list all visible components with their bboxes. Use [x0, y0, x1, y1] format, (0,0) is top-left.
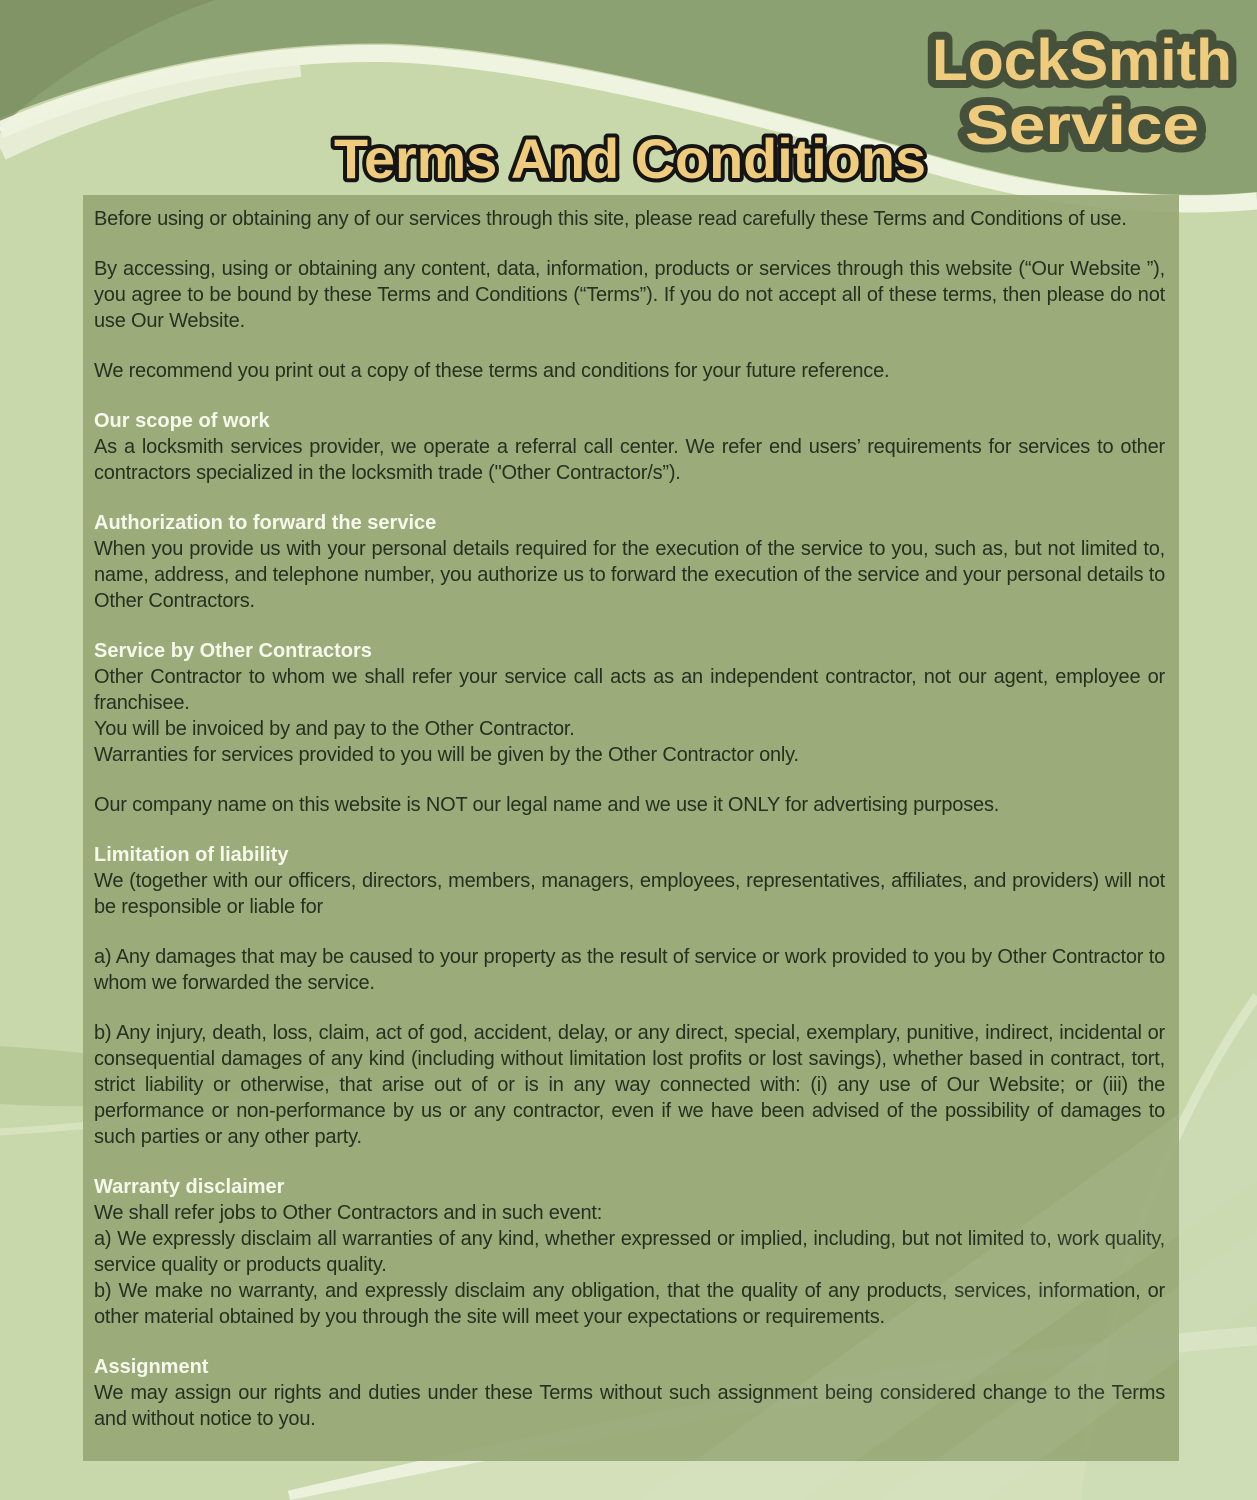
terms-paragraph: You will be invoiced by and pay to the Other Contractor. — [94, 718, 575, 740]
page-title: Terms And Conditions — [334, 127, 926, 190]
terms-paragraph: b) We make no warranty, and expressly disclaim any obligation, that the quality of any products, services, information, or other material obtained by you through the site will meet your expectations or requirements. — [94, 1280, 1165, 1328]
terms-content — [94, 206, 1165, 1432]
terms-section-heading: Our scope of work — [94, 410, 270, 432]
terms-paragraph: We shall refer jobs to Other Contractors and in such event: — [94, 1202, 603, 1224]
terms-paragraph: Warranties for services provided to you will be given by the Other Contractor only. — [94, 744, 799, 766]
terms-paragraph: We may assign our rights and duties under these Terms without such assignment being considered change to the Terms and without notice to you. — [94, 1382, 1165, 1430]
terms-section-heading: Warranty disclaimer — [94, 1176, 285, 1198]
terms-paragraph: Other Contractor to whom we shall refer your service call acts as an independent contractor, not our agent, employee or franchisee. — [94, 666, 1165, 714]
terms-paragraph: a) We expressly disclaim all warranties of any kind, whether expressed or implied, including, but not limited to, work quality, service quality or products quality. — [94, 1228, 1165, 1276]
terms-section-heading: Authorization to forward the service — [94, 512, 437, 534]
terms-section-heading: Assignment — [94, 1356, 209, 1378]
terms-paragraph: When you provide us with your personal details required for the execution of the service to you, such as, but not limited to, name, address, and telephone number, you authorize us to forward the execution of the service and your personal details to Other Contractors. — [94, 538, 1165, 612]
terms-paragraph: By accessing, using or obtaining any content, data, information, products or services through this website (“Our Website ”), you agree to be bound by these Terms and Conditions (“Terms”). If you do not accept all of these terms, then please do not use Our Website. — [94, 258, 1165, 332]
terms-paragraph: Before using or obtaining any of our services through this site, please read carefully these Terms and Conditions of use. — [94, 208, 1127, 230]
terms-section-heading: Limitation of liability — [94, 844, 289, 866]
terms-paragraph: We recommend you print out a copy of these terms and conditions for your future reference. — [94, 360, 890, 382]
terms-paragraph: We (together with our officers, directors, members, managers, employees, representatives, affiliates, and providers) will not be responsible or liable for — [94, 870, 1165, 918]
logo-line2: Service — [965, 93, 1199, 156]
terms-panel — [83, 195, 1179, 1461]
terms-paragraph: b) Any injury, death, loss, claim, act of god, accident, delay, or any direct, special, exemplary, punitive, indirect, incidental or consequential damages of any kind (including without limitation lost profits or lost savings), whether based in contract, tort, strict liability or otherwise, that arise out of or is in any way connected with: (i) any use of Our Website; or (iii) the performance or non-performance by us or any contractor, even if we have been advised of the possibility of damages to such parties or any other party. — [94, 1022, 1165, 1148]
terms-paragraph: Our company name on this website is NOT our legal name and we use it ONLY for advertising purposes. — [94, 794, 1000, 816]
terms-paragraph: As a locksmith services provider, we operate a referral call center. We refer end users’ requirements for services to other contractors specialized in the locksmith trade ("Other Contractor/s”). — [94, 436, 1165, 484]
terms-paragraph: a) Any damages that may be caused to your property as the result of service or work provided to you by Other Contractor to whom we forwarded the service. — [94, 946, 1165, 994]
terms-section-heading: Service by Other Contractors — [94, 640, 372, 662]
logo-line1: LockSmith — [932, 28, 1232, 93]
page-title-banner — [322, 120, 952, 198]
